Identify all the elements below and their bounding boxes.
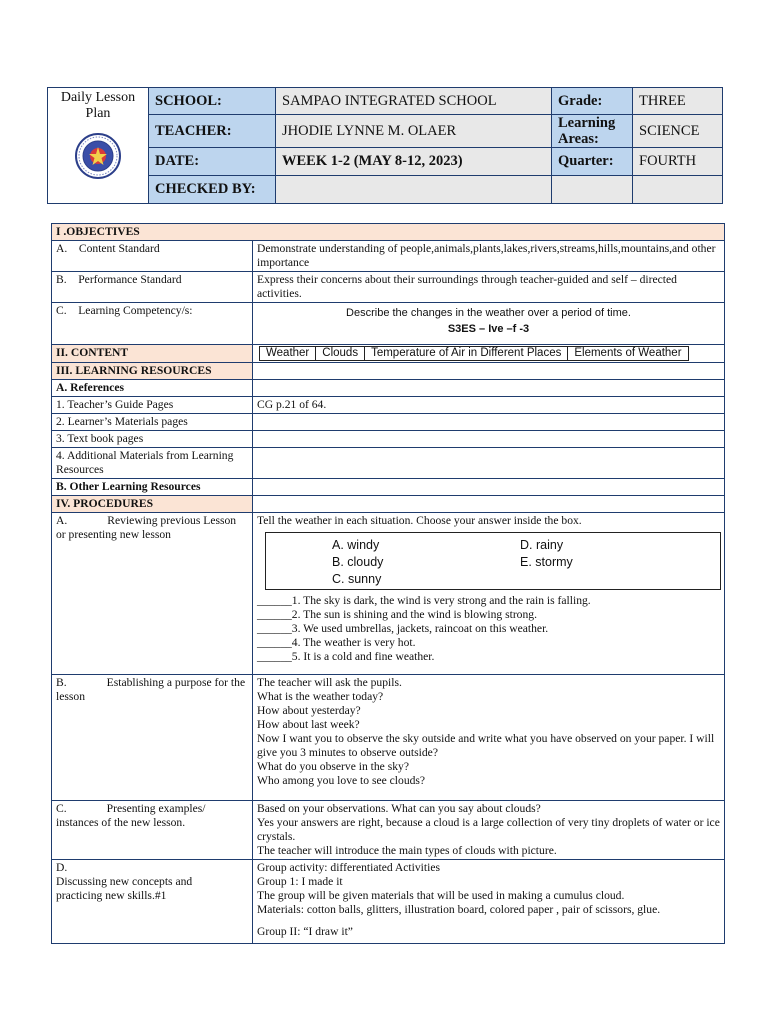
procedure-b-line: The teacher will ask the pupils. — [257, 676, 402, 689]
content-topic: Weather — [259, 346, 316, 361]
procedure-d-letter: D. — [56, 861, 68, 874]
grade-value: THREE — [633, 88, 723, 115]
procedure-d-line: Group 1: I made it — [257, 875, 343, 888]
question-item: ______1. The sky is dark, the wind is very strong and the rain is falling. — [257, 594, 591, 607]
lesson-plan-table — [51, 223, 725, 944]
procedure-b-line: Who among you love to see clouds? — [257, 774, 426, 787]
grade-label: Grade: — [552, 88, 633, 115]
procedures-heading: IV. PROCEDURES — [52, 496, 253, 513]
logo-cell — [48, 88, 149, 204]
teachers-guide-value: CG p.21 of 64. — [253, 397, 725, 414]
procedure-d-lines — [257, 861, 720, 917]
teacher-label: TEACHER: — [149, 115, 276, 148]
procedure-a-label: Reviewing previous Lesson or presenting new lesson — [56, 514, 237, 541]
procedure-c-label: Presenting examples/ instances of the new lesson. — [56, 802, 206, 829]
school-label: SCHOOL: — [149, 88, 276, 115]
procedure-c-line: Yes your answers are right, because a cloud is a large collection of very tiny droplets of water or ice crystals. — [257, 816, 720, 843]
question-items — [257, 594, 720, 664]
answer-choice: C. sunny — [332, 572, 382, 586]
textbook-value — [253, 431, 725, 448]
content-standard-label: A. Content Standard — [52, 241, 253, 272]
competency-cell — [253, 303, 725, 345]
teachers-guide-label: 1. Teacher’s Guide Pages — [52, 397, 253, 414]
procedure-c-letter: C. — [56, 802, 67, 815]
answer-choice: E. stormy — [520, 555, 573, 569]
procedure-d-line: The group will be given materials that will be used in making a cumulus cloud. — [257, 889, 625, 902]
other-resources-value — [253, 479, 725, 496]
question-item: ______4. The weather is very hot. — [257, 636, 416, 649]
procedure-d-group2: Group II: “I draw it” — [257, 925, 353, 938]
procedure-d-line: Materials: cotton balls, glitters, illustration board, colored paper , pair of scissors, glue. — [257, 903, 661, 916]
answer-choice: B. cloudy — [332, 555, 384, 569]
procedure-c-line: Based on your observations. What can you say about clouds? — [257, 802, 541, 815]
learning-areas-label: Learning Areas: — [552, 115, 633, 148]
checked-by-extra — [552, 176, 633, 204]
choices-right — [520, 537, 573, 571]
procedure-a-intro: Tell the weather in each situation. Choose your answer inside the box. — [257, 514, 582, 527]
procedure-b-line: Now I want you to observe the sky outside and write what you have observed on your paper. I will give you 3 minutes to observe outside? — [257, 732, 715, 759]
procedure-a-label-cell — [52, 513, 253, 675]
additional-materials-value — [253, 448, 725, 479]
question-item: ______2. The sun is shining and the wind is blowing strong. — [257, 608, 537, 621]
procedure-c-content — [253, 801, 725, 860]
procedure-b-label: Establishing a purpose for the lesson — [56, 676, 246, 703]
content-standard-value: Demonstrate understanding of people,animals,plants,lakes,rivers,streams,hills,mountains,and other importance — [253, 241, 725, 272]
performance-standard-value: Express their concerns about their surroundings through teacher-guided and self – directed activities. — [253, 272, 725, 303]
competency-value: Describe the changes in the weather over a period of time. — [346, 307, 631, 319]
references-heading: A. References — [52, 380, 253, 397]
checked-by-label: CHECKED BY: — [149, 176, 276, 204]
resources-heading: III. LEARNING RESOURCES — [52, 363, 253, 380]
content-topic: Elements of Weather — [567, 346, 688, 361]
plan-title: Daily Lesson Plan — [60, 90, 136, 121]
date-label: DATE: — [149, 148, 276, 176]
other-resources-label: B. Other Learning Resources — [52, 479, 253, 496]
textbook-label: 3. Text book pages — [52, 431, 253, 448]
choices-left — [332, 537, 383, 588]
deped-seal-icon — [74, 132, 122, 180]
checked-by-value — [276, 176, 552, 204]
procedure-a-letter: A. — [56, 514, 68, 527]
procedure-b-content — [253, 675, 725, 801]
procedure-d-label-cell — [52, 860, 253, 944]
additional-materials-label: 4. Additional Materials from Learning Resources — [52, 448, 253, 479]
performance-standard-label: B. Performance Standard — [52, 272, 253, 303]
objectives-heading: I .OBJECTIVES — [52, 224, 725, 241]
teacher-value: JHODIE LYNNE M. OLAER — [276, 115, 552, 148]
learners-materials-value — [253, 414, 725, 431]
answer-choices-box — [265, 532, 721, 590]
procedure-b-line: What do you observe in the sky? — [257, 760, 409, 773]
learners-materials-label: 2. Learner’s Materials pages — [52, 414, 253, 431]
references-blank — [253, 380, 725, 397]
procedure-d-label: Discussing new concepts and practicing new skills.#1 — [56, 875, 193, 902]
procedure-c-label-cell — [52, 801, 253, 860]
procedure-c-line: The teacher will introduce the main types of clouds with picture. — [257, 844, 557, 857]
question-item: ______5. It is a cold and fine weather. — [257, 650, 435, 663]
quarter-value: FOURTH — [633, 148, 723, 176]
checked-by-extra-2 — [633, 176, 723, 204]
date-value: WEEK 1-2 (MAY 8-12, 2023) — [276, 148, 552, 176]
content-topics — [253, 345, 725, 363]
procedure-b-line: How about yesterday? — [257, 704, 361, 717]
content-topic: Temperature of Air in Different Places — [364, 346, 568, 361]
procedure-b-letter: B. — [56, 676, 67, 689]
procedure-b-line: How about last week? — [257, 718, 360, 731]
procedure-b-line: What is the weather today? — [257, 690, 384, 703]
competency-code: S3ES – Ive –f -3 — [447, 323, 530, 335]
learning-areas-value: SCIENCE — [633, 115, 723, 148]
procedure-b-label-cell — [52, 675, 253, 801]
resources-blank — [253, 363, 725, 380]
answer-choice: A. windy — [332, 538, 380, 552]
question-item: ______3. We used umbrellas, jackets, raincoat on this weather. — [257, 622, 549, 635]
content-heading: II. CONTENT — [52, 345, 253, 363]
procedure-d-content — [253, 860, 725, 944]
competency-label: C. Learning Competency/s: — [52, 303, 253, 345]
header-table — [47, 87, 723, 204]
procedure-d-line: Group activity: differentiated Activities — [257, 861, 440, 874]
procedures-blank — [253, 496, 725, 513]
school-value: SAMPAO INTEGRATED SCHOOL — [276, 88, 552, 115]
answer-choice: D. rainy — [520, 538, 564, 552]
quarter-label: Quarter: — [552, 148, 633, 176]
topic-list — [259, 346, 722, 361]
content-topic: Clouds — [315, 346, 365, 361]
procedure-a-content — [253, 513, 725, 675]
